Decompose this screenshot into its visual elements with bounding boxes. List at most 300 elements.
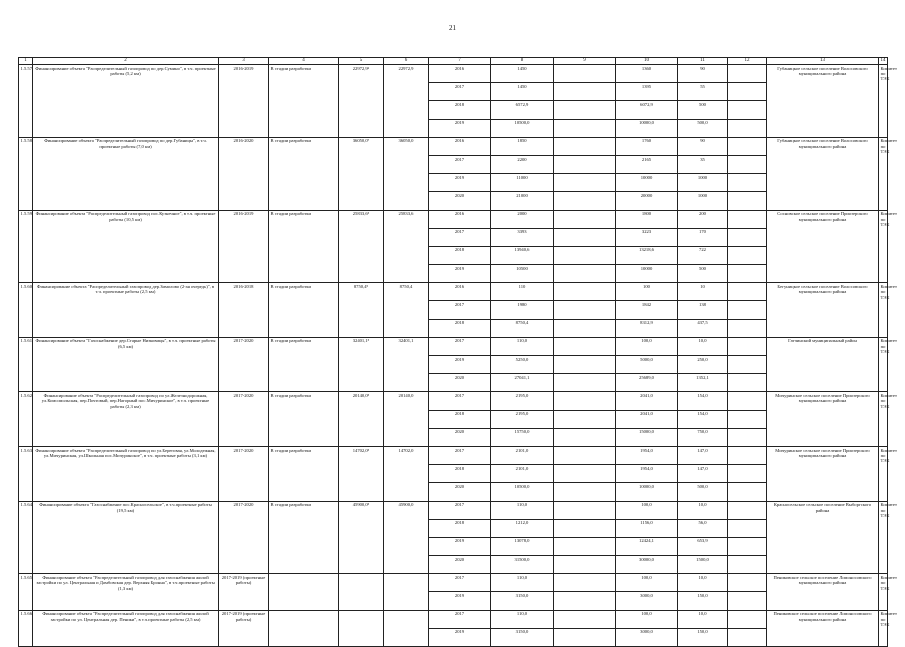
record-responsible: Комитет по ТЭК xyxy=(879,337,888,392)
record-status: В стадии разработки xyxy=(269,337,339,392)
record-remain xyxy=(384,574,429,610)
regional-cell: 1954,0 xyxy=(616,446,678,464)
local-cell: 150,0 xyxy=(678,592,728,610)
local-cell: 500,0 xyxy=(678,483,728,501)
total-cell: 3393 xyxy=(491,228,554,246)
record-period: 2016-2019 xyxy=(219,210,269,283)
year-cell: 2018 xyxy=(429,465,491,483)
federal-cell xyxy=(554,592,616,610)
local-cell: 500 xyxy=(678,101,728,119)
other-cell xyxy=(728,628,767,646)
local-cell: 90 xyxy=(678,137,728,155)
record-responsible: Комитет по ТЭК xyxy=(879,137,888,210)
federal-cell xyxy=(554,319,616,337)
record-remain xyxy=(384,610,429,646)
other-cell xyxy=(728,246,767,264)
total-cell: 2101,0 xyxy=(491,465,554,483)
program-table xyxy=(18,57,897,647)
year-cell: 2018 xyxy=(429,246,491,264)
other-cell xyxy=(728,83,767,101)
year-cell: 2018 xyxy=(429,101,491,119)
record-period: 2017-2019 (проектные работы) xyxy=(219,610,269,646)
other-cell xyxy=(728,65,767,83)
total-cell: 10500 xyxy=(491,265,554,283)
record-remain: 36050,0 xyxy=(384,137,429,210)
year-cell: 2020 xyxy=(429,192,491,210)
record-period: 2017-2020 xyxy=(219,392,269,447)
record-number: 1.5.60. xyxy=(19,283,33,338)
record-responsible: Комитет по ТЭК xyxy=(879,501,888,574)
year-cell: 2019 xyxy=(429,592,491,610)
regional-cell: 25689,0 xyxy=(616,374,678,392)
total-cell: 21000 xyxy=(491,192,554,210)
total-cell: 110,0 xyxy=(491,610,554,628)
total-cell: 10500,0 xyxy=(491,483,554,501)
record-status: В стадии разработки xyxy=(269,137,339,210)
regional-cell: 1800 xyxy=(616,210,678,228)
local-cell: 138 xyxy=(678,301,728,319)
total-cell: 1212,0 xyxy=(491,519,554,537)
local-cell: 150,0 xyxy=(678,628,728,646)
record-responsible: Комитет по ТЭК xyxy=(879,446,888,501)
year-cell: 2020 xyxy=(429,428,491,446)
record-recipient: Гатчинский муниципальный район xyxy=(767,337,879,392)
record-responsible: Комитет по ТЭК xyxy=(879,392,888,447)
record-responsible: Комитет по ТЭК xyxy=(879,283,888,338)
other-cell xyxy=(728,537,767,555)
year-cell: 2019 xyxy=(429,119,491,137)
record-period: 2017-2020 xyxy=(219,446,269,501)
record-cost: 22972,9⁶ xyxy=(339,65,384,138)
total-cell: 15750,0 xyxy=(491,428,554,446)
regional-cell: 10000,0 xyxy=(616,483,678,501)
record-period: 2016-2019 xyxy=(219,65,269,138)
federal-cell xyxy=(554,192,616,210)
total-cell: 110,0 xyxy=(491,501,554,519)
record-number: 1.5.66. xyxy=(19,610,33,646)
federal-cell xyxy=(554,174,616,192)
total-cell: 31500,0 xyxy=(491,556,554,574)
year-cell: 2017 xyxy=(429,228,491,246)
column-number-7: 7 xyxy=(429,58,491,65)
federal-cell xyxy=(554,301,616,319)
record-recipient: Мичуринское сельское поселение Приозерского муниципального района xyxy=(767,392,879,447)
record-period: 2017-2020 xyxy=(219,337,269,392)
local-cell: 1500,0 xyxy=(678,556,728,574)
other-cell xyxy=(728,410,767,428)
other-cell xyxy=(728,556,767,574)
record-recipient: Губаницкое сельское поселение Волосовского муниципального района xyxy=(767,65,879,138)
record-remain: 22972,9 xyxy=(384,65,429,138)
record-recipient: Губаницкое сельское поселение Волосовского муниципального района xyxy=(767,137,879,210)
year-cell: 2020 xyxy=(429,556,491,574)
local-cell: 250,0 xyxy=(678,356,728,374)
other-cell xyxy=(728,610,767,628)
local-cell: 170 xyxy=(678,228,728,246)
record-remain: 25833,6 xyxy=(384,210,429,283)
column-number-10: 10 xyxy=(616,58,678,65)
record-name: Финансирование объекта "Распределительный газопровод для газоснабжения жилой застройки по ул. Центральная дер. Пеники", в т.ч.проектные работы (2,5 км) xyxy=(33,610,219,646)
record-cost: 8750,4⁵ xyxy=(339,283,384,338)
total-cell: 1450 xyxy=(491,83,554,101)
record-cost xyxy=(339,610,384,646)
record-cost: 32401,1⁵ xyxy=(339,337,384,392)
total-cell: 27041,1 xyxy=(491,374,554,392)
record-responsible: Комитет по ТЭК xyxy=(879,610,888,646)
regional-cell: 6072,9 xyxy=(616,101,678,119)
total-cell: 1980 xyxy=(491,301,554,319)
regional-cell: 100,0 xyxy=(616,337,678,355)
total-cell: 5250,0 xyxy=(491,356,554,374)
record-number: 1.5.57. xyxy=(19,65,33,138)
year-cell: 2017 xyxy=(429,83,491,101)
regional-cell: 20000 xyxy=(616,192,678,210)
record-name: Финансирование объекта "Газоснабжение дер.Старые Низковицы", в т.ч. проектные работы (6,5 км) xyxy=(33,337,219,392)
total-cell: 1450 xyxy=(491,65,554,83)
total-cell: 13078,0 xyxy=(491,537,554,555)
record-remain: 20140,0 xyxy=(384,392,429,447)
local-cell: 1000 xyxy=(678,192,728,210)
total-cell: 110 xyxy=(491,283,554,301)
record-name: Финансирование объекта "Распределительный газопровод для газоснабжения жилой застройки по ул. Центральная и Дамбовская дер. Верхняя Бронна", в т.ч.проектные работы (1,3 км) xyxy=(33,574,219,610)
federal-cell xyxy=(554,101,616,119)
other-cell xyxy=(728,465,767,483)
record-cost: 25833,6⁵ xyxy=(339,210,384,283)
year-cell: 2017 xyxy=(429,610,491,628)
federal-cell xyxy=(554,410,616,428)
total-cell: 8750,4 xyxy=(491,319,554,337)
regional-cell: 1842 xyxy=(616,301,678,319)
federal-cell xyxy=(554,574,616,592)
record-recipient: Мичуринское сельское поселение Приозерского муниципального района xyxy=(767,446,879,501)
record-status: В стадии разработки xyxy=(269,501,339,574)
record-number: 1.5.63. xyxy=(19,446,33,501)
other-cell xyxy=(728,446,767,464)
local-cell: 35 xyxy=(678,155,728,173)
record-period: 2017-2020 xyxy=(219,501,269,574)
federal-cell xyxy=(554,119,616,137)
federal-cell xyxy=(554,392,616,410)
record-recipient: Красносельское сельское поселение Выборгского района xyxy=(767,501,879,574)
other-cell xyxy=(728,337,767,355)
local-cell: 1352,1 xyxy=(678,374,728,392)
federal-cell xyxy=(554,428,616,446)
local-cell: 500,0 xyxy=(678,119,728,137)
federal-cell xyxy=(554,556,616,574)
regional-cell: 100,0 xyxy=(616,501,678,519)
record-name: Финансирование объекта "Распределительный газопровод пос.Кузнечное", в т.ч. проектные работы (10,5 км) xyxy=(33,210,219,283)
other-cell xyxy=(728,101,767,119)
column-number-11: 11 xyxy=(678,58,728,65)
page-number: 21 xyxy=(449,24,456,32)
column-number-4: 4 xyxy=(269,58,339,65)
total-cell: 11000 xyxy=(491,174,554,192)
federal-cell xyxy=(554,337,616,355)
regional-cell: 10000 xyxy=(616,265,678,283)
record-recipient: Пениковское сельское поселение Ломоносовского муниципального района xyxy=(767,574,879,610)
year-cell: 2016 xyxy=(429,283,491,301)
federal-cell xyxy=(554,356,616,374)
regional-cell: 8312,9 xyxy=(616,319,678,337)
record-number: 1.5.65. xyxy=(19,574,33,610)
record-name: Финансирование объекта "Распределительный газопровод по ул.Железнодорожная, ул.Комсомольская, пер.Почтовый, пер.Нагорный пос.Мичуринское", в т.ч. проектные работы (2,3 км) xyxy=(33,392,219,447)
regional-cell: 3000,0 xyxy=(616,592,678,610)
federal-cell xyxy=(554,283,616,301)
federal-cell xyxy=(554,137,616,155)
local-cell: 10 xyxy=(678,283,728,301)
record-remain: 32401,1 xyxy=(384,337,429,392)
other-cell xyxy=(728,374,767,392)
federal-cell xyxy=(554,265,616,283)
total-cell: 10500,0 xyxy=(491,119,554,137)
column-number-8: 8 xyxy=(491,58,554,65)
federal-cell xyxy=(554,155,616,173)
regional-cell: 13218,6 xyxy=(616,246,678,264)
record-period: 2016-2020 xyxy=(219,137,269,210)
record-remain: 45900,0 xyxy=(384,501,429,574)
total-cell: 6572,9 xyxy=(491,101,554,119)
column-number-6: 6 xyxy=(384,58,429,65)
record-remain: 14702,0 xyxy=(384,446,429,501)
federal-cell xyxy=(554,228,616,246)
local-cell: 437,5 xyxy=(678,319,728,337)
regional-cell: 1395 xyxy=(616,83,678,101)
year-cell: 2018 xyxy=(429,319,491,337)
record-remain: 8750,4 xyxy=(384,283,429,338)
federal-cell xyxy=(554,483,616,501)
other-cell xyxy=(728,501,767,519)
other-cell xyxy=(728,519,767,537)
record-name: Финансирование объекта "Газоснабжение пос.Красносельское", в т.ч.проектные работы (19,5 км) xyxy=(33,501,219,574)
record-status: В стадии разработки xyxy=(269,65,339,138)
local-cell: 10,0 xyxy=(678,501,728,519)
regional-cell: 30000,0 xyxy=(616,556,678,574)
year-cell: 2019 xyxy=(429,174,491,192)
record-recipient: Сосновское сельское поселение Приозерского муниципального района xyxy=(767,210,879,283)
table-row xyxy=(19,610,888,628)
table-row xyxy=(19,501,888,519)
year-cell: 2020 xyxy=(429,374,491,392)
regional-cell: 1156,0 xyxy=(616,519,678,537)
local-cell: 90 xyxy=(678,65,728,83)
year-cell: 2017 xyxy=(429,155,491,173)
column-number-14: 14 xyxy=(880,58,886,63)
other-cell xyxy=(728,592,767,610)
other-cell xyxy=(728,137,767,155)
total-cell: 2200 xyxy=(491,155,554,173)
record-responsible: Комитет по ТЭК xyxy=(879,210,888,283)
year-cell: 2018 xyxy=(429,519,491,537)
column-number-5: 5 xyxy=(339,58,384,65)
year-cell: 2017 xyxy=(429,337,491,355)
record-name: Финансирование объекта "Распределительный газопровод по дер.Сумино", в т.ч. проектные работы (5,2 км) xyxy=(33,65,219,138)
record-number: 1.5.61. xyxy=(19,337,33,392)
other-cell xyxy=(728,228,767,246)
other-cell xyxy=(728,483,767,501)
record-status xyxy=(269,574,339,610)
other-cell xyxy=(728,356,767,374)
record-number: 1.5.58. xyxy=(19,137,33,210)
regional-cell: 100,0 xyxy=(616,610,678,628)
table-row xyxy=(19,283,888,301)
record-cost: 45900,0⁵ xyxy=(339,501,384,574)
local-cell: 10,0 xyxy=(678,574,728,592)
federal-cell xyxy=(554,83,616,101)
record-status: В стадии разработки xyxy=(269,446,339,501)
record-recipient: Пениковское сельское поселение Ломоносовского муниципального района xyxy=(767,610,879,646)
table-row xyxy=(19,137,888,155)
column-number-13: 13 xyxy=(767,58,879,65)
record-status: В стадии разработки xyxy=(269,392,339,447)
year-cell: 2018 xyxy=(429,410,491,428)
local-cell: 750,0 xyxy=(678,428,728,446)
table-row xyxy=(19,574,888,592)
local-cell: 10,0 xyxy=(678,337,728,355)
federal-cell xyxy=(554,519,616,537)
federal-cell xyxy=(554,246,616,264)
local-cell: 1000 xyxy=(678,174,728,192)
record-name: Финансирование объекта "Распределительный газопровод по дер.Губаницы", в т.ч. проектные работы (7,0 км) xyxy=(33,137,219,210)
federal-cell xyxy=(554,501,616,519)
other-cell xyxy=(728,265,767,283)
year-cell: 2016 xyxy=(429,137,491,155)
record-period: 2016-2018 xyxy=(219,283,269,338)
record-period: 2017-2019 (проектные работы) xyxy=(219,574,269,610)
federal-cell xyxy=(554,374,616,392)
record-responsible: Комитет по ТЭК xyxy=(879,574,888,610)
local-cell: 154,0 xyxy=(678,392,728,410)
other-cell xyxy=(728,301,767,319)
record-name: Финансирование объекта "Распределительный газопровод по ул.Береговая, ул.Молодежная, ул.Мичуринская, ул.Школьная пос.Мичуринское", в т.ч. проектные работы (3,1 км) xyxy=(33,446,219,501)
record-cost xyxy=(339,574,384,610)
other-cell xyxy=(728,192,767,210)
local-cell: 500 xyxy=(678,265,728,283)
table-body xyxy=(19,65,897,647)
table-row xyxy=(19,446,888,464)
record-cost: 20140,0⁵ xyxy=(339,392,384,447)
other-cell xyxy=(728,283,767,301)
column-number-row xyxy=(19,58,888,65)
total-cell: 110,0 xyxy=(491,337,554,355)
total-cell: 3150,0 xyxy=(491,592,554,610)
record-recipient: Бегуницкое сельское поселение Волосовского муниципального района xyxy=(767,283,879,338)
regional-cell: 10000 xyxy=(616,174,678,192)
total-cell: 1850 xyxy=(491,137,554,155)
regional-cell: 10000,0 xyxy=(616,119,678,137)
federal-cell xyxy=(554,628,616,646)
other-cell xyxy=(728,392,767,410)
year-cell: 2017 xyxy=(429,501,491,519)
table-row xyxy=(19,65,888,83)
table-row xyxy=(19,337,888,355)
federal-cell xyxy=(554,465,616,483)
other-cell xyxy=(728,574,767,592)
total-cell: 3150,0 xyxy=(491,628,554,646)
year-cell: 2017 xyxy=(429,446,491,464)
year-cell: 2019 xyxy=(429,628,491,646)
other-cell xyxy=(728,155,767,173)
federal-cell xyxy=(554,65,616,83)
column-number-1: 1 xyxy=(19,58,33,65)
regional-cell: 5000,0 xyxy=(616,356,678,374)
other-cell xyxy=(728,319,767,337)
total-cell: 2101,0 xyxy=(491,446,554,464)
year-cell: 2019 xyxy=(429,537,491,555)
column-number-2: 2 xyxy=(33,58,219,65)
total-cell: 13940,6 xyxy=(491,246,554,264)
record-number: 1.5.62. xyxy=(19,392,33,447)
regional-cell: 2165 xyxy=(616,155,678,173)
table-row xyxy=(19,210,888,228)
regional-cell: 2041,0 xyxy=(616,392,678,410)
record-responsible: Комитет по ТЭК xyxy=(879,65,888,138)
record-number: 1.5.64. xyxy=(19,501,33,574)
total-cell: 110,0 xyxy=(491,574,554,592)
regional-cell: 12424,1 xyxy=(616,537,678,555)
regional-cell: 15000,0 xyxy=(616,428,678,446)
record-status: В стадии разработки xyxy=(269,283,339,338)
regional-cell: 3223 xyxy=(616,228,678,246)
local-cell: 722 xyxy=(678,246,728,264)
federal-cell xyxy=(554,210,616,228)
year-cell: 2017 xyxy=(429,392,491,410)
total-cell: 2195,0 xyxy=(491,392,554,410)
total-cell: 2000 xyxy=(491,210,554,228)
regional-cell: 100,0 xyxy=(616,574,678,592)
year-cell: 2016 xyxy=(429,210,491,228)
regional-cell: 1954,0 xyxy=(616,465,678,483)
other-cell xyxy=(728,210,767,228)
local-cell: 200 xyxy=(678,210,728,228)
other-cell xyxy=(728,174,767,192)
column-number-9: 9 xyxy=(554,58,616,65)
record-status: В стадии разработки xyxy=(269,210,339,283)
federal-cell xyxy=(554,610,616,628)
federal-cell xyxy=(554,446,616,464)
column-number-3: 3 xyxy=(219,58,269,65)
record-number: 1.5.59. xyxy=(19,210,33,283)
regional-cell: 1760 xyxy=(616,137,678,155)
total-cell: 2195,0 xyxy=(491,410,554,428)
local-cell: 154,0 xyxy=(678,410,728,428)
year-cell: 2019 xyxy=(429,265,491,283)
local-cell: 55 xyxy=(678,83,728,101)
record-status xyxy=(269,610,339,646)
year-cell: 2019 xyxy=(429,356,491,374)
record-name: Финансирование объекта "Распределительный газопровод дер.Зимолово (2-ая очередь)", в т.ч. проектные работы (2,5 км) xyxy=(33,283,219,338)
local-cell: 653,9 xyxy=(678,537,728,555)
year-cell: 2017 xyxy=(429,301,491,319)
regional-cell: 1360 xyxy=(616,65,678,83)
regional-cell: 2041,0 xyxy=(616,410,678,428)
table-row xyxy=(19,392,888,410)
local-cell: 10,0 xyxy=(678,610,728,628)
year-cell: 2016 xyxy=(429,65,491,83)
federal-cell xyxy=(554,537,616,555)
regional-cell: 3000,0 xyxy=(616,628,678,646)
year-cell: 2020 xyxy=(429,483,491,501)
year-cell: 2017 xyxy=(429,574,491,592)
local-cell: 147,0 xyxy=(678,465,728,483)
regional-cell: 100 xyxy=(616,283,678,301)
other-cell xyxy=(728,428,767,446)
other-cell xyxy=(728,119,767,137)
record-cost: 14702,0⁵ xyxy=(339,446,384,501)
record-cost: 36050,0⁷ xyxy=(339,137,384,210)
local-cell: 56,0 xyxy=(678,519,728,537)
column-number-12: 12 xyxy=(728,58,767,65)
local-cell: 147,0 xyxy=(678,446,728,464)
